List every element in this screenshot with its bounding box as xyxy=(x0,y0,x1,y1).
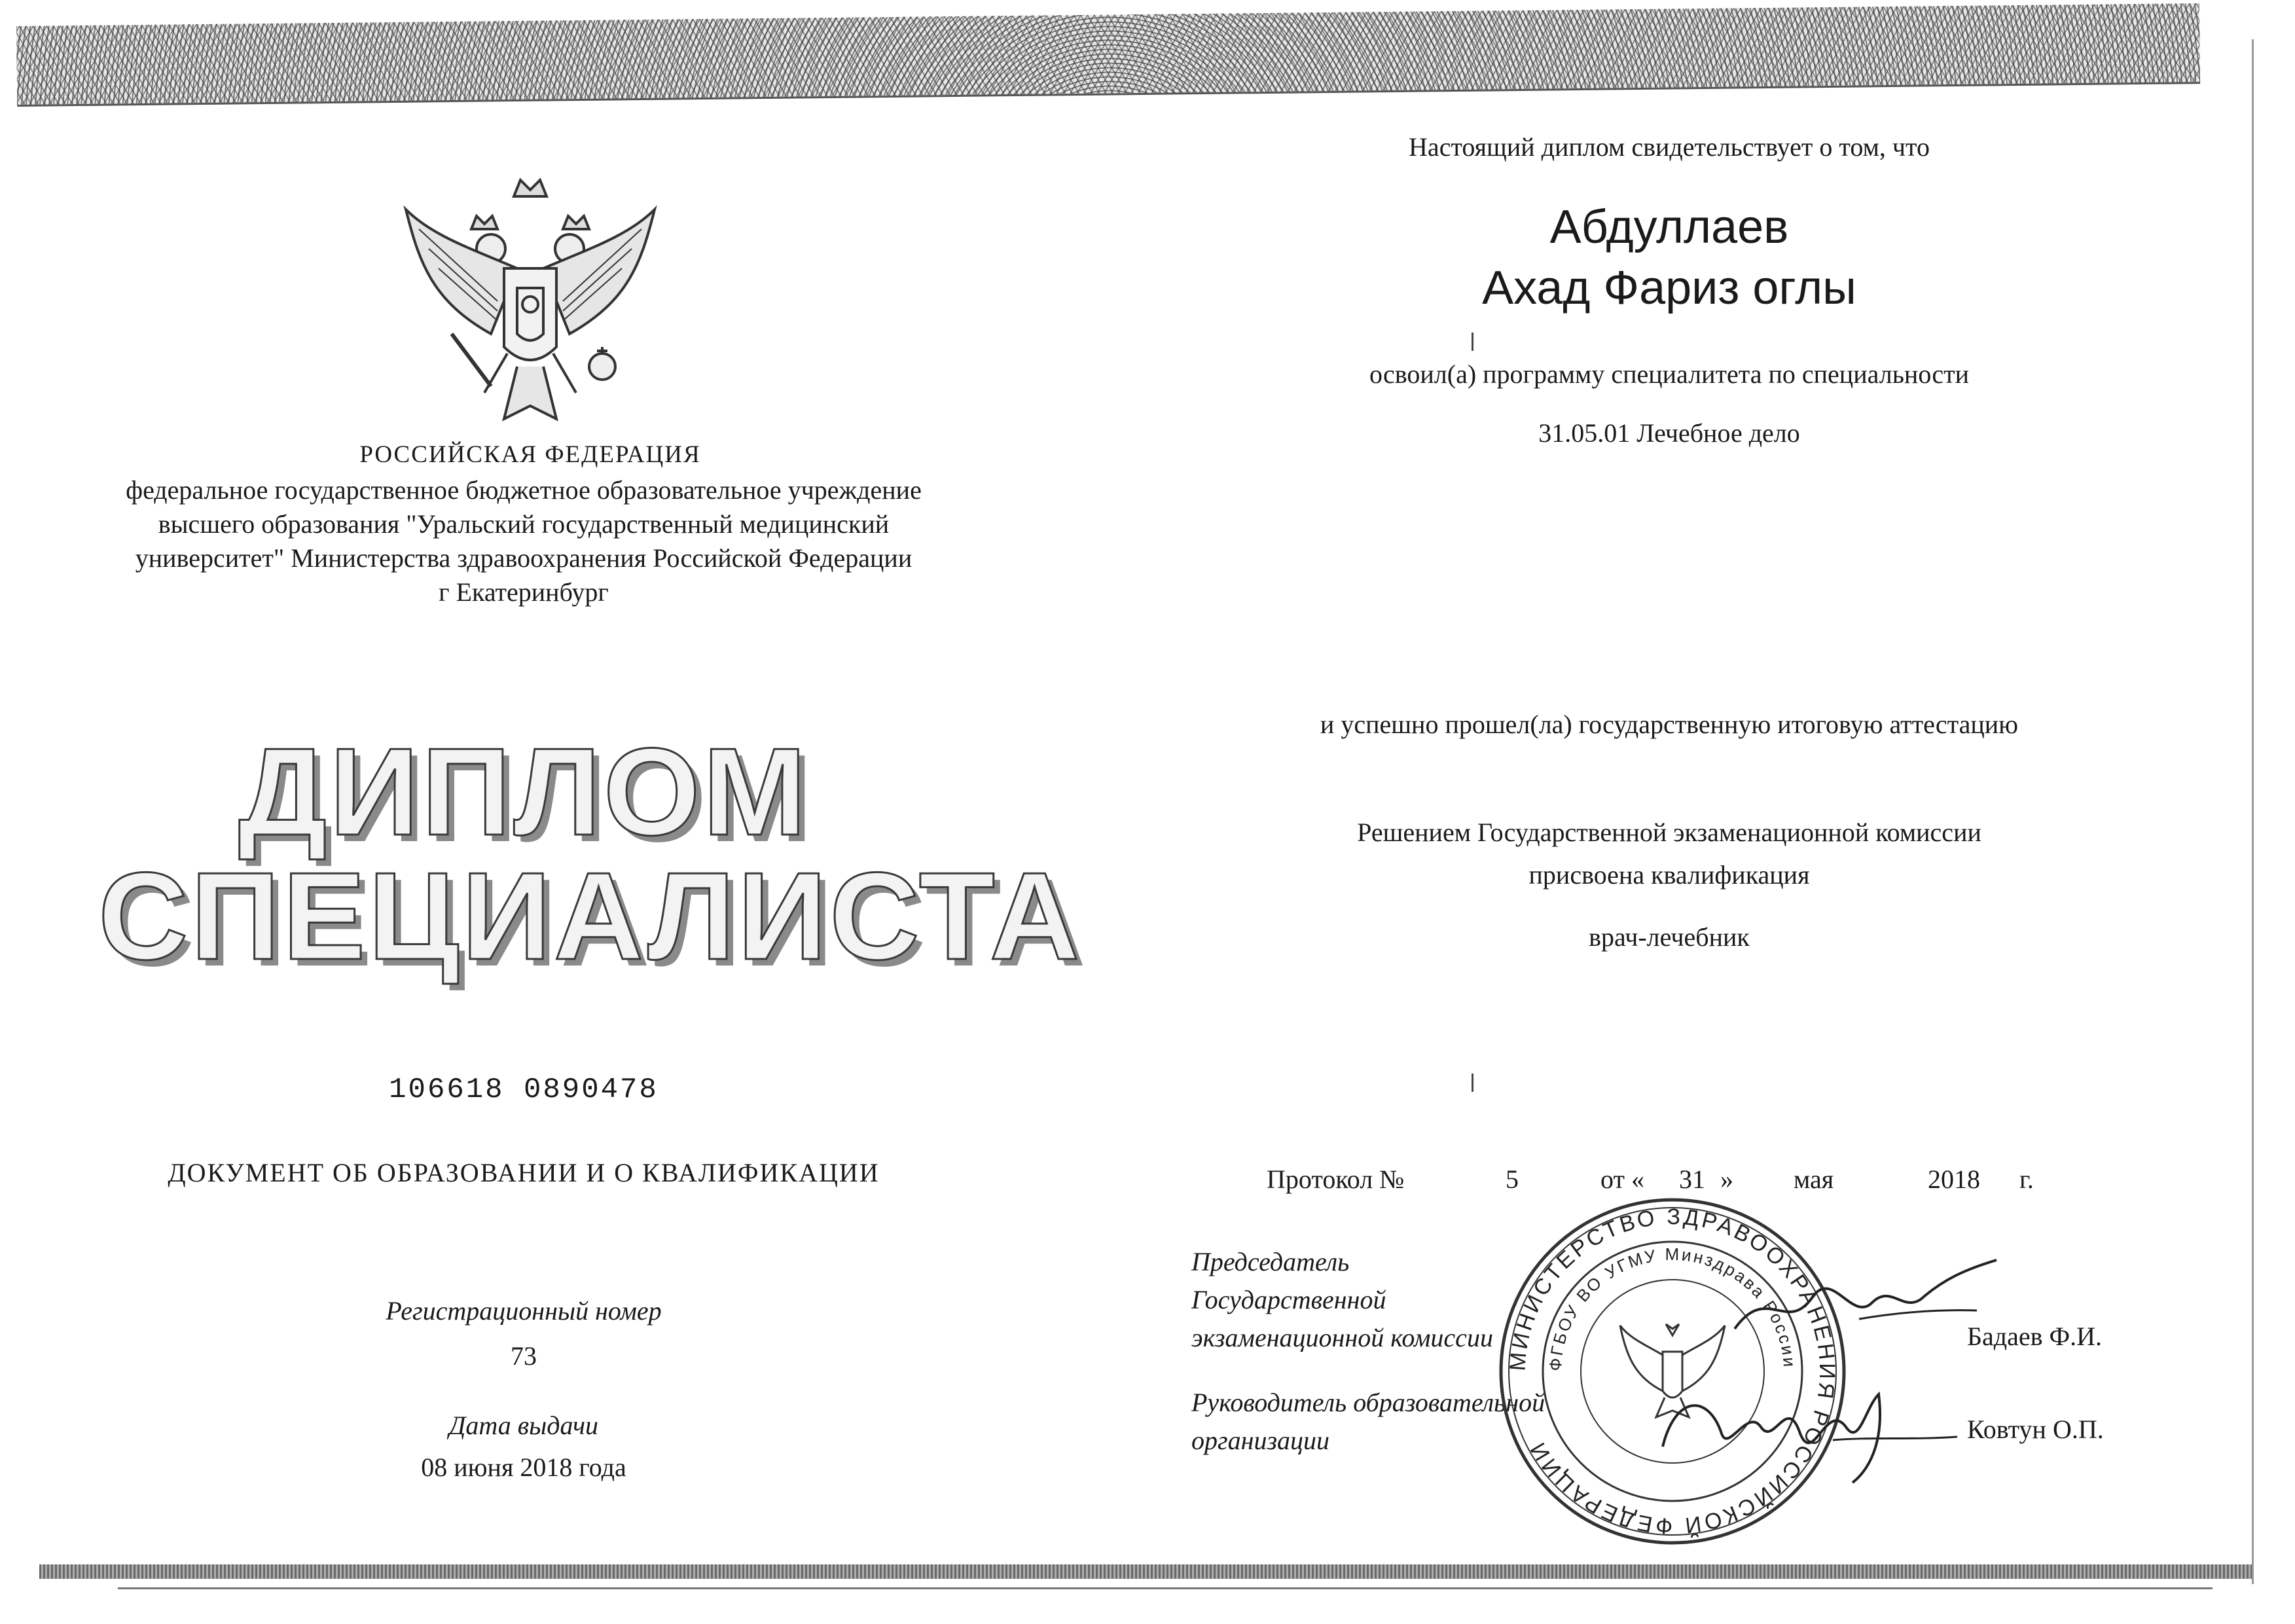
seal-inner-text: ФГБОУ ВО УГМУ Минздрава России xyxy=(1545,1244,1800,1372)
city-line: г Екатеринбург xyxy=(439,577,609,607)
document-type: ДОКУМЕНТ ОБ ОБРАЗОВАНИИ И О КВАЛИФИКАЦИИ xyxy=(168,1158,880,1187)
graduate-given-names: Ахад Фариз оглы xyxy=(1482,262,1856,314)
diploma-serial-number: 106618 0890478 xyxy=(389,1074,659,1106)
institution-line-2: высшего образования "Уральский государственный медицинский xyxy=(158,509,890,539)
guilloche-bottom-band xyxy=(39,1564,2252,1579)
head-signature xyxy=(1650,1368,1964,1486)
institution-line-3: университет" Министерства здравоохранения Российской Федерации xyxy=(135,543,913,573)
issue-date: 08 июня 2018 года xyxy=(421,1453,626,1482)
chair-title-line-2: Государственной xyxy=(1191,1285,1386,1314)
protocol-from: от « xyxy=(1600,1164,1644,1194)
issue-date-label: Дата выдачи xyxy=(448,1411,599,1440)
graduate-surname: Абдуллаев xyxy=(1549,201,1789,253)
chair-title-line-3: экзаменационной комиссии xyxy=(1191,1323,1493,1352)
right-edge-rule xyxy=(2252,39,2254,1584)
specialty: 31.05.01 Лечебное дело xyxy=(1538,418,1800,448)
tick-mark xyxy=(1472,1074,1473,1092)
commission-line-1: Решением Государственной экзаменационной комиссии xyxy=(1357,818,1981,847)
protocol-day: 31 xyxy=(1679,1164,1705,1194)
protocol-year-suffix: г. xyxy=(2019,1164,2034,1194)
attestation-text: и успешно прошел(ла) государственную итоговую аттестацию xyxy=(1320,710,2019,739)
coat-of-arms-emblem xyxy=(393,170,668,439)
head-name: Ковтун О.П. xyxy=(1967,1415,2104,1444)
qualification: врач-лечебник xyxy=(1589,922,1750,952)
commission-line-2: присвоена квалификация xyxy=(1528,860,1810,890)
protocol-number: 5 xyxy=(1506,1164,1519,1194)
chair-title-line-1: Председатель xyxy=(1191,1247,1350,1276)
country-heading: РОССИЙСКАЯ ФЕДЕРАЦИЯ xyxy=(359,441,701,468)
diploma-title-line-1: ДИПЛОМ xyxy=(238,723,809,861)
guilloche-top-band xyxy=(16,3,2200,107)
protocol-label: Протокол № xyxy=(1267,1164,1405,1194)
diploma-title-line-2: СПЕЦИАЛИСТА xyxy=(98,847,1083,986)
head-title-line-2: организации xyxy=(1191,1426,1330,1455)
chair-name: Бадаев Ф.И. xyxy=(1967,1322,2102,1351)
institution-line-1: федеральное государственное бюджетное образовательное учреждение xyxy=(126,475,922,505)
protocol-close-quote: » xyxy=(1720,1164,1733,1194)
intro-text: Настоящий диплом свидетельствует о том, что xyxy=(1409,132,1930,162)
bottom-rule xyxy=(118,1587,2213,1589)
registration-number: 73 xyxy=(511,1341,537,1371)
chair-signature xyxy=(1728,1257,2003,1348)
seal-outer-text: МИНИСТЕРСТВО ЗДРАВООХРАНЕНИЯ РОССИЙСКОЙ ФЕДЕРАЦИИ xyxy=(1505,1204,1840,1539)
program-text: освоил(а) программу специалитета по специальности xyxy=(1369,359,1969,389)
protocol-year: 2018 xyxy=(1928,1164,1980,1194)
tick-mark xyxy=(1472,333,1473,351)
registration-label: Регистрационный номер xyxy=(386,1296,662,1326)
protocol-month: мая xyxy=(1794,1164,1834,1194)
head-title-line-1: Руководитель образовательной xyxy=(1191,1388,1545,1417)
